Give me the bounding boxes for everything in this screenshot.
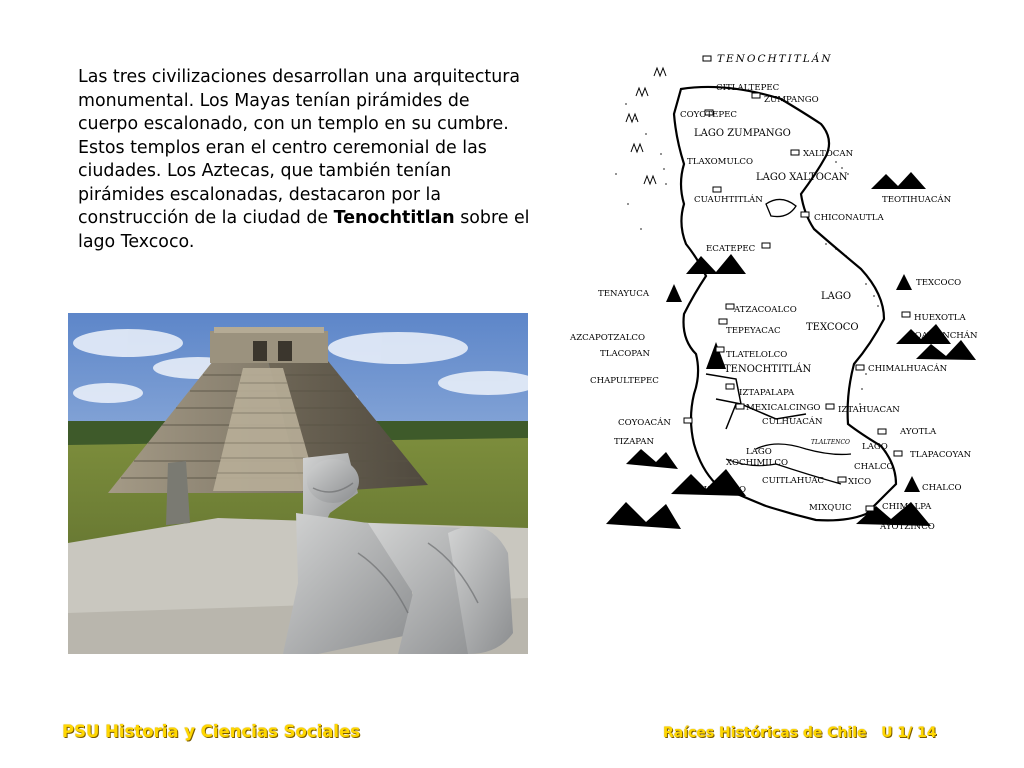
paragraph-text-part2: sobre el lago Texcoco. (78, 208, 530, 252)
photo-small-statue (166, 461, 190, 525)
paragraph-text-part1: Las tres civilizaciones desarrollan una arquitectura monumental. Los Mayas tenían pirámides de cuerpo escalonado, con un templo en su cumbre. Estos templos eran el centro ceremonial de las ciudades. Los Aztecas, que también tenían pirámides escalonadas, destacaron por la construcción de la ciudad de (78, 67, 521, 228)
map-label-xico: XICO (848, 477, 872, 487)
footer-unit-page: Raíces Históricas de Chile U 1/ 14 (663, 725, 937, 741)
map-label-tlaltenco: TLALTENCO (811, 439, 850, 446)
map-label-lago-xochimilco-1: LAGO (746, 447, 772, 457)
map-label-tenayuca: TENAYUCA (598, 289, 650, 299)
map-label-texcoco: TEXCOCO (916, 278, 962, 288)
footer-course-title: PSU Historia y Ciencias Sociales (62, 722, 361, 741)
map-label-teotihuacan: TEOTIHUACÁN (882, 195, 952, 205)
map-label-xochimilco: XOCHIMILCO (684, 485, 746, 495)
map-label-cuitlahuac: CUITLAHUAC (762, 476, 825, 486)
map-label-coatlinchan: COATLINCHÁN (908, 331, 978, 341)
map-label-lago-texcoco-2: TEXCOCO (806, 322, 859, 333)
map-label-mexicalcingo: MEXICALCINGO (746, 403, 821, 413)
paragraph-bold-term: Tenochtitlan (333, 208, 455, 228)
map-title: TENOCHTITLÁN (717, 53, 833, 65)
map-label-cuauhtitlan: CUAUHTITLÁN (694, 195, 763, 205)
map-label-citlaltepec: CITLALTEPEC (716, 83, 780, 93)
map-label-tizapan: TIZAPAN (614, 437, 655, 447)
pyramid-photo (68, 313, 528, 654)
map-label-lago-xochimilco-2: XOCHIMILCO (726, 458, 788, 468)
map-label-zumpango: ZUMPANGO (764, 95, 819, 105)
map-label-tlacopan: TLACOPAN (600, 349, 650, 359)
map-label-mixquic: MIXQUIC (809, 503, 852, 513)
map-label-azcapotzalco: AZCAPOTZALCO (570, 333, 646, 343)
map-label-atzacoalco: ATZACOALCO (734, 305, 797, 315)
map-label-lago-xaltocan-1: LAGO XALTOCAN (756, 172, 848, 183)
map-label-ecatepec: ECATEPEC (706, 244, 756, 254)
map-label-iztapalapa: IZTAPALAPA (739, 388, 795, 398)
map-label-coyotepec: COYOTEPEC (680, 110, 737, 120)
tenochtitlan-map (566, 44, 986, 544)
map-label-iztahuacan: IZTAHUACAN (838, 405, 900, 415)
body-paragraph (78, 66, 533, 254)
map-label-ayotzinco: AYOTZINCO (880, 522, 935, 532)
map-label-huexotla: HUEXOTLA (914, 313, 966, 323)
map-label-tlapacoyan: TLAPACOYAN (910, 450, 972, 460)
map-label-chimalhuacan: CHIMALHUACÁN (868, 364, 948, 374)
map-label-chapultepec: CHAPULTEPEC (590, 376, 659, 386)
map-label-tenochtitlan: TENOCHTITLÁN (724, 364, 812, 375)
map-label-tlaxomulco: TLAXOMULCO (687, 157, 754, 167)
map-label-xaltocan: XALTOCAN (803, 149, 854, 159)
map-label-tlatelolco: TLATELOLCO (726, 350, 788, 360)
map-grass-tufts (626, 68, 666, 184)
map-label-chalco-lake: CHALCO (854, 462, 894, 472)
map-label-lago-zumpango: LAGO ZUMPANGO (694, 128, 791, 139)
map-label-coyoacan: COYOACÁN (618, 418, 671, 428)
map-lake-shoreline (674, 87, 896, 520)
map-label-tepeyacac: TEPEYACAC (726, 326, 781, 336)
photo-temple (210, 331, 328, 363)
map-label-lago-chalco: LAGO (862, 442, 888, 452)
map-label-lago-texcoco-1: LAGO (821, 291, 852, 302)
map-label-chimalpa: CHIMALPA (882, 502, 932, 512)
map-label-ayotla: AYOTLA (900, 427, 937, 437)
map-label-chalco: CHALCO (922, 483, 962, 493)
map-label-chiconautla: CHICONAUTLA (814, 213, 884, 223)
map-label-culhuacan: CULHUACÁN (762, 417, 823, 427)
